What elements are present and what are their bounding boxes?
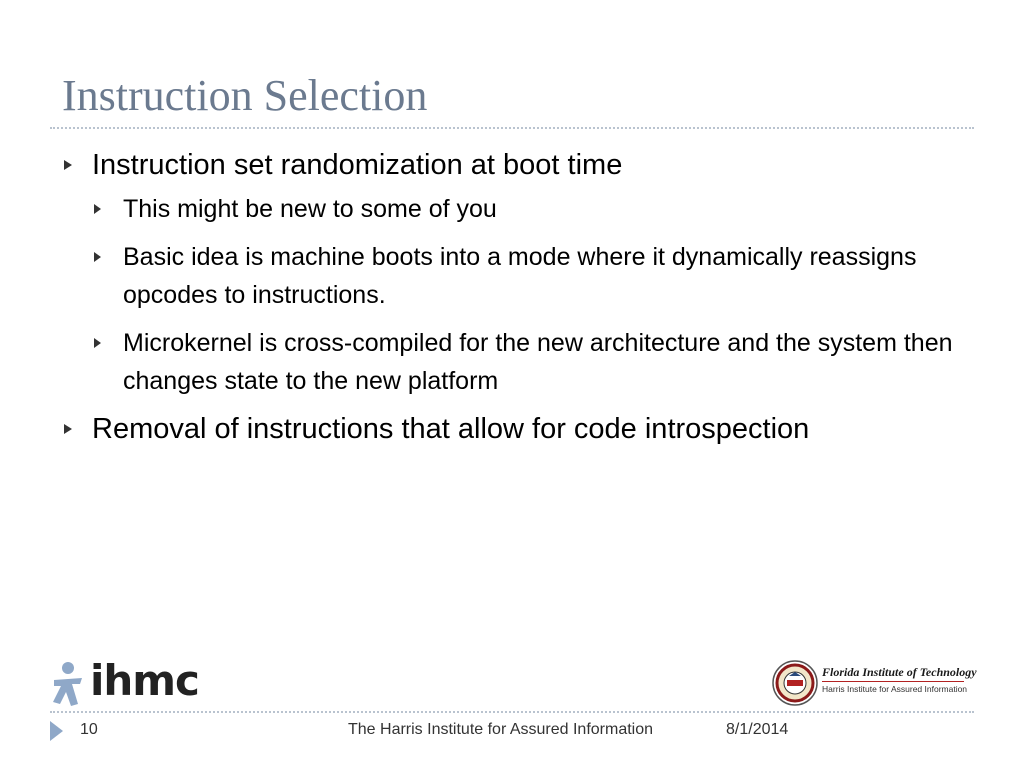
sub-bullet-text: This might be new to some of you: [123, 195, 497, 223]
ihmc-wordmark: ihmc: [90, 656, 199, 705]
bullet-text: Instruction set randomization at boot time: [92, 149, 623, 181]
fit-subtitle: Harris Institute for Assured Information: [822, 684, 968, 694]
sub-bullet-text: Basic idea is machine boots into a mode where it dynamically reassigns opcodes to instructions.: [123, 243, 917, 309]
sub-bullet-item: [92, 324, 970, 400]
bullet-triangle-icon: [94, 204, 101, 214]
bullet-list: [60, 146, 970, 454]
title-divider: [50, 127, 974, 129]
footer-divider: [50, 711, 974, 713]
sub-bullet-item: [92, 238, 970, 314]
fit-logo: [772, 660, 977, 708]
sub-bullet-item: [92, 190, 970, 228]
bullet-item: [60, 410, 970, 448]
slide-title: Instruction Selection: [62, 71, 428, 120]
footer-date: 8/1/2014: [726, 721, 789, 738]
bullet-triangle-icon: [64, 424, 72, 434]
sub-bullet-text: Microkernel is cross-compiled for the new architecture and the system then changes state to the new platform: [123, 329, 953, 395]
footer-text: The Harris Institute for Assured Information: [348, 721, 654, 738]
bullet-text: Removal of instructions that allow for code introspection: [92, 413, 810, 445]
page-number: 10: [80, 721, 98, 738]
fit-seal-icon: [772, 660, 818, 706]
fit-name: Florida Institute of Technology: [822, 665, 977, 679]
ihmc-figure-icon: [50, 660, 90, 708]
fit-divider: [822, 681, 964, 682]
footer-arrow-icon: [50, 721, 63, 741]
bullet-triangle-icon: [94, 338, 101, 348]
bullet-triangle-icon: [94, 252, 101, 262]
bullet-triangle-icon: [64, 160, 72, 170]
bullet-item: [60, 146, 970, 184]
ihmc-logo: [50, 656, 200, 710]
